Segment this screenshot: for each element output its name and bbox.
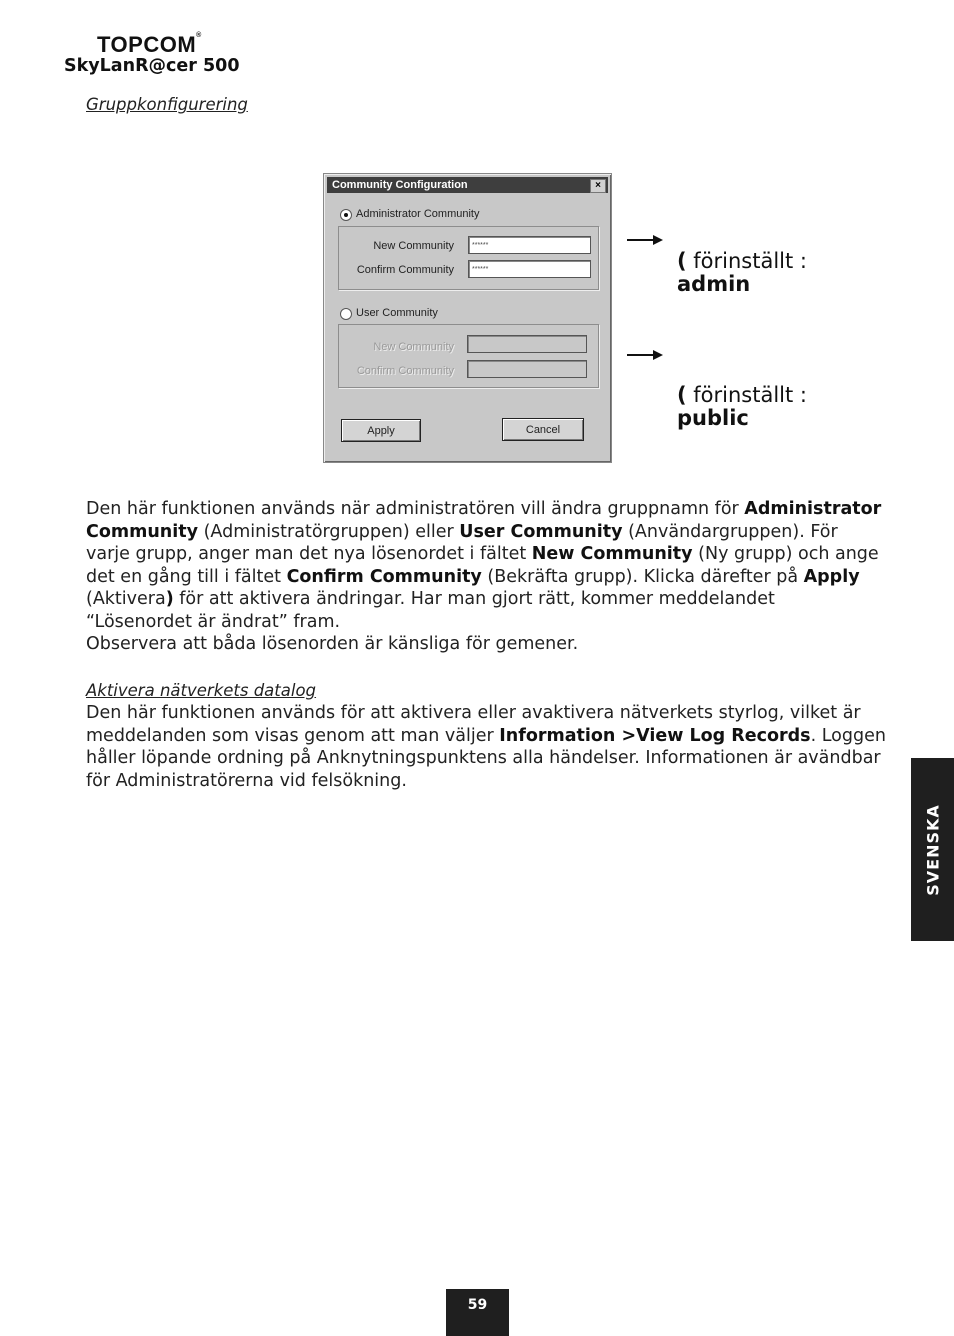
apply-button[interactable]: Apply <box>341 419 421 442</box>
dialog-title: Community Configuration <box>332 179 468 191</box>
paragraph-network-log: Den här funktionen används för att aktivera eller avaktivera nätverkets styrlog, vilket är meddelanden som visas genom att man väljer Information >View Log Records. Loggen håller löpande ordning på Anknytningspunktens alla händelser. Informationen är avändbar för Administratörerna vid felsökning. <box>86 703 886 791</box>
arrow-admin-icon <box>627 239 655 241</box>
cancel-button[interactable]: Cancel <box>502 418 584 441</box>
admin-community-label: Administrator Community <box>356 208 480 220</box>
callout-admin-value: admin <box>677 272 751 296</box>
user-new-community-label: New Community <box>373 341 454 353</box>
callout-public-default: ( förinställt : public <box>677 383 808 430</box>
arrow-public-icon <box>627 354 655 356</box>
community-config-dialog <box>323 173 612 463</box>
user-confirm-community-label: Confirm Community <box>356 365 454 377</box>
user-new-community-input[interactable] <box>467 335 587 353</box>
user-community-radio[interactable] <box>340 308 352 320</box>
topcom-logo: TOPCOM® <box>97 32 202 57</box>
section-heading-group-config: Gruppkonfigurering <box>86 95 248 114</box>
callout-admin-default: ( förinställt : admin <box>677 249 808 296</box>
callout-public-value: public <box>677 406 749 430</box>
admin-confirm-community-input[interactable]: ****** <box>468 260 591 278</box>
user-community-label: User Community <box>356 307 438 319</box>
user-community-group <box>338 324 599 388</box>
language-tab: SVENSKA <box>911 758 954 941</box>
close-icon[interactable]: × <box>590 179 606 193</box>
paragraph-group-config: Den här funktionen används när administratören vill ändra gruppnamn för Administrator Community (Administratörgruppen) eller User Community (Användargruppen). För varje grupp, anger man det nya lösenordet i fältet New Community (Ny grupp) och ange det en gång till i fältet Confirm Community (Bekräfta grupp). Klicka därefter på Apply (Aktivera) för att aktivera ändringar. Har man gjort rätt, kommer meddelandet “Lösenordet är ändrat” fram. Observera att båda lösenorden är känsliga för gemener. <box>86 499 882 654</box>
product-name: SkyLanR@cer 500 <box>64 56 240 76</box>
admin-confirm-community-label: Confirm Community <box>356 264 454 276</box>
admin-new-community-input[interactable]: ****** <box>468 236 591 254</box>
dialog-titlebar <box>327 177 608 193</box>
admin-community-radio[interactable] <box>340 209 352 221</box>
admin-new-community-label: New Community <box>373 240 454 252</box>
page-number: 59 <box>446 1289 509 1336</box>
user-confirm-community-input[interactable] <box>467 360 587 378</box>
section-heading-network-log: Aktivera nätverkets datalog <box>86 681 317 700</box>
